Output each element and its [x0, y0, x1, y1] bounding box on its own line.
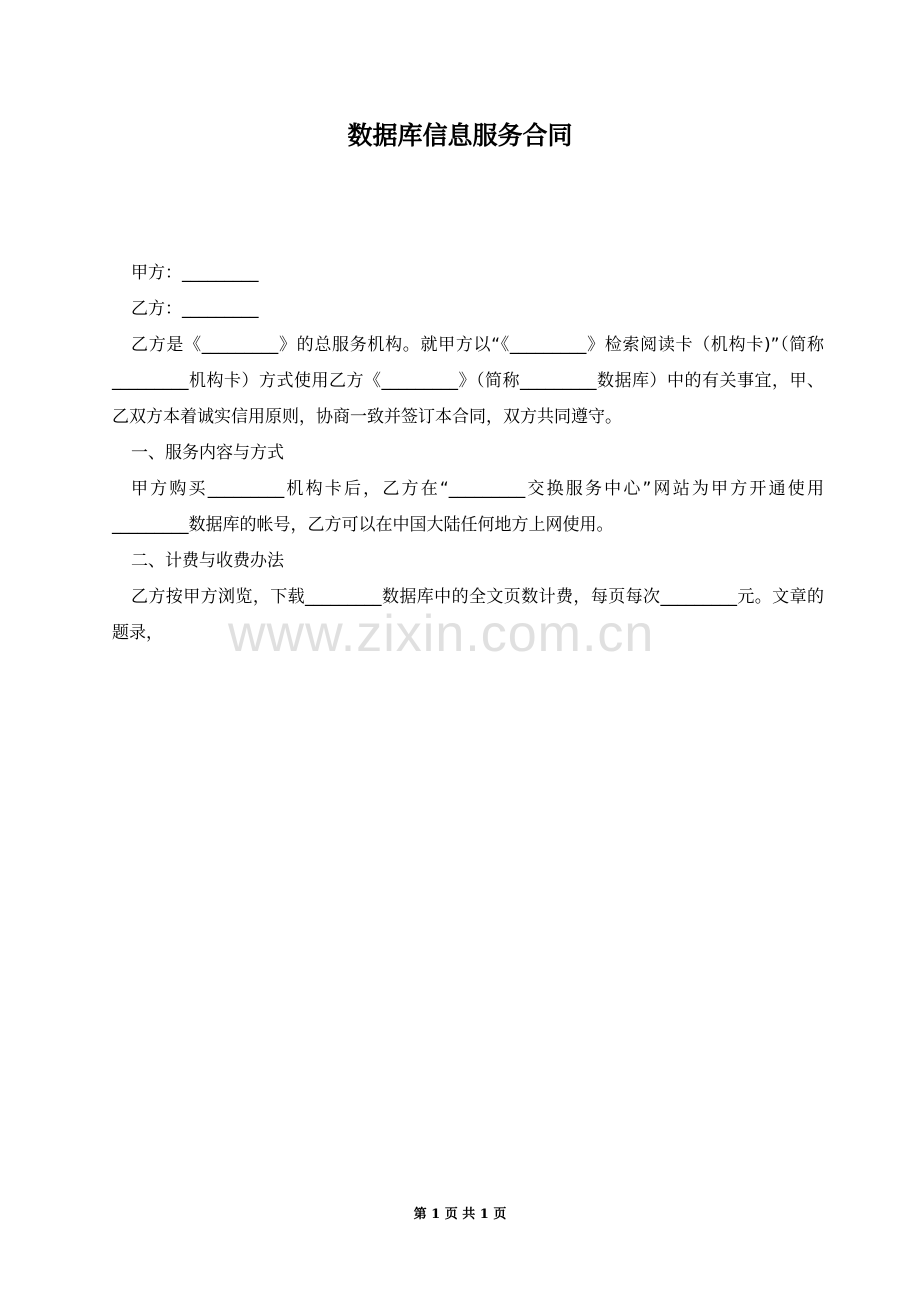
contract-body — [112, 255, 824, 651]
section-heading-billing: 二、计费与收费办法 — [131, 551, 284, 571]
preamble-paragraph: 乙方是《_________》的总服务机构。就甲方以“《_________》检索阅读卡（机构卡)”（简称_________机构卡）方式使用乙方《_________》（简称_________数据库）中的有关事宜，甲、乙双方本着诚实信用原则，协商一致并签订本合同，双方共同遵守。 — [112, 335, 824, 427]
page-footer: 第 1 页 共 1 页 — [413, 1207, 507, 1222]
party-a-line: 甲方：_________ — [131, 263, 259, 283]
section-heading-service: 一、服务内容与方式 — [131, 443, 284, 463]
billing-paragraph: 乙方按甲方浏览，下载_________数据库中的全文页数计费，每页每次_________元。文章的题录， — [112, 587, 824, 643]
service-paragraph: 甲方购买_________机构卡后，乙方在“_________交换服务中心”网站为甲方开通使用_________数据库的帐号，乙方可以在中国大陆任何地方上网使用。 — [112, 479, 824, 535]
party-b-line: 乙方：_________ — [131, 299, 259, 319]
document-title: 数据库信息服务合同 — [347, 121, 573, 150]
watermark: www.zixin.com.cn — [228, 605, 655, 663]
